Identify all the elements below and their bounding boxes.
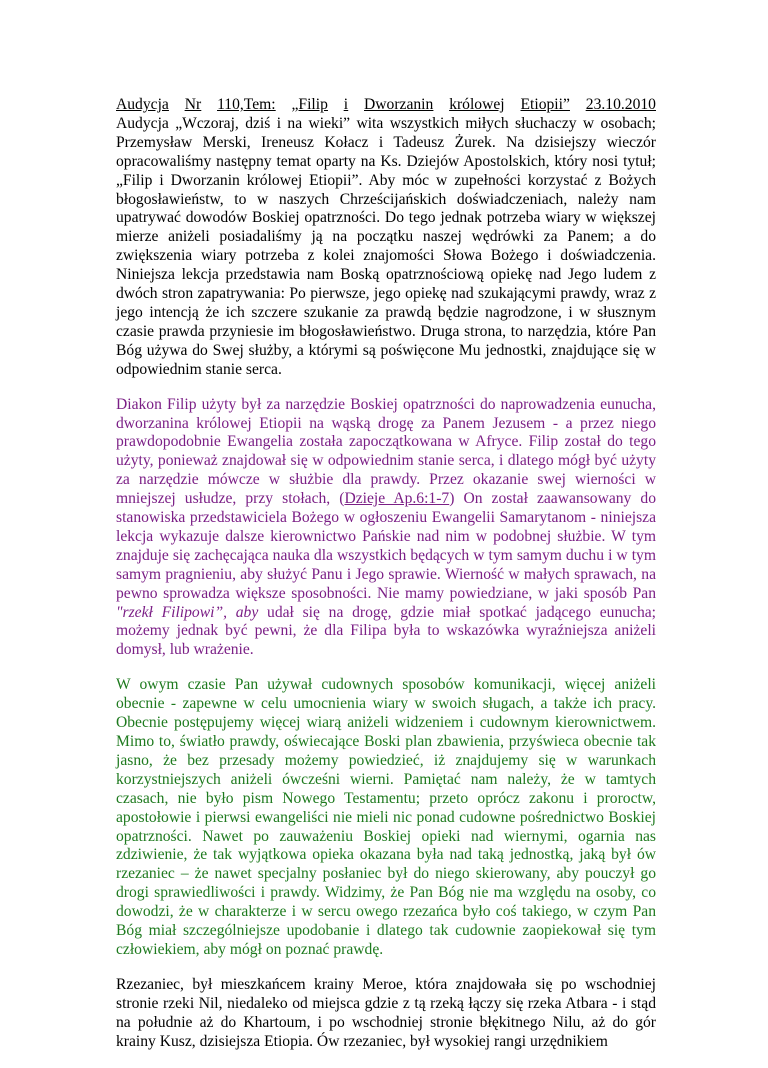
- title-word: „Filip: [291, 96, 328, 113]
- paragraph-communication: W owym czasie Pan używał cudownych sposobów komunikacji, więcej aniżeli obecnie - zapewne w celu umocnienia wiary w swoich sługach, a także ich pracy. Obecnie postępujemy więcej wiarą aniżeli widzeniem i cudownym kierownictwem. Mimo to, światło prawdy, oświecające Boski plan zbawienia, przyświeca obecnie tak jasno, że bez przesady możemy powiedzieć, iż znajdujemy się w warunkach korzystniejszych aniżeli ówcześni wierni. Pamiętać nam należy, że w tamtych czasach, nie było pism Nowego Testamentu; przeto oprócz zakonu i proroctw, apostołowie i pierwsi ewangeliści nie mieli nic ponad cudowne pośrednictwo Boskiej opatrzności. Nawet po zauważeniu Boskiej opieki nad wiernymi, ogarnia nas zdziwienie, że tak wyjątkowa opieka okazana była nad taką jednostką, jaką był ów rzezaniec – że nawet specjalny posłaniec był do niego skierowany, aby pouczył go drogi sprawiedliwości i prawdy. Widzimy, że Pan Bóg nie ma względu na osoby, co dowodzi, że w charakterze i w sercu owego rzezańca było coś takiego, w czym Pan Bóg miał szczególniejsze upodobanie i dlatego tak cudownie zaopiekował się tym człowiekiem, aby mógł on poznać prawdę.: [116, 676, 656, 958]
- title-word: Audycja: [116, 96, 169, 113]
- title-word: Etiopii”: [520, 96, 570, 113]
- paragraph-eunuch: Rzezaniec, był mieszkańcem krainy Meroe, która znajdowała się po wschodniej stronie rzeki Nil, niedaleko od miejsca gdzie z tą rzeką łączy się rzeka Atbara - i stąd na południe aż do Khartoum, i po wschodniej stronie błękitnego Nilu, aż do gór krainy Kusz, dzisiejsza Etiopia. Ów rzezaniec, był wysokiej rangi urzędnikiem: [116, 975, 656, 1050]
- paragraph-text: ) On został zaawansowany do stanowiska przedstawiciela Bożego w ogłoszeniu Ewangelii Samarytanom - niniejsza lekcja wykazuje dalsze kierownictwo Pańskie nad nim w podobnej służbie. W tym znajduje się zachęcająca nauka dla wszystkich będących w tym samym duchu i w tym samym pragnieniu, aby służyć Panu i Jego sprawie. Wierność w małych sprawach, na pewno sprowadza większe sposobności. Nie mamy powiedziane, w jaki sposób Pan: [116, 490, 656, 602]
- paragraph-text: Diakon Filip użyty był za narzędzie Boskiej opatrzności do naprowadzenia eunucha, dworzanina królowej Etiopii na wąską drogę za Panem Jezusem - a przez niego prawdopodobnie Ewangelia została zapoczątkowana w Afryce. Filip został do tego użyty, ponieważ znajdował się w odpowiednim stanie serca, i dlatego mógł być użyty za narzędzie mówcze w służbie dla prawdy. Przez okazanie swej wierności w mniejszej usłudze, przy stołach, (: [116, 395, 656, 508]
- title-word: Nr: [184, 96, 202, 113]
- title-word: i: [343, 96, 349, 113]
- title-date: 23.10.2010: [585, 96, 656, 113]
- title-word: 110,Tem:: [217, 96, 276, 113]
- title-word: Dworzanin: [364, 96, 434, 113]
- title-word: królowej: [449, 96, 505, 113]
- paragraph-text: udał się na drogę, gdzie miał spotkać jadącego eunucha; możemy jednak być pewni, że dla Filipa była to wskazówka wyraźniejsza aniżeli domysł, lub wrażenie.: [116, 603, 657, 659]
- paragraph-intro: Audycja „Wczoraj, dziś i na wieki” wita wszystkich miłych słuchaczy w osobach; Przemysław Merski, Ireneusz Kołacz i Tadeusz Żurek. Na dzisiejszy wieczór opracowaliśmy następny temat oparty na Ks. Dziejów Apostolskich, który nosi tytuł; „Filip i Dworzanin królowej Etiopii”. Aby móc w zupełności korzystać z Bożych błogosławieństw, to w naszych Chrześcijańskich doświadczeniach, należy nam upatrywać dowodów Boskiej opatrzności. Do tego jednak potrzeba wiary w większej mierze aniżeli posiadaliśmy ją na początku naszej wędrówki za Panem; a do zwiększenia wiary potrzeba z kolei znajomości Słowa Bożego i doświadczenia. Niniejsza lekcja przedstawia nam Boską opatrznościową opiekę nad Jego ludem z dwóch stron zapatrywania: Po pierwsze, jego opiekę nad szukającymi prawdy, wraz z jego intencją że ich szczere szukanie za prawdą będzie nagrodzone, i w słusznym czasie prawda przyniesie im błogosławieństwo. Druga strona, to narzędzia, które Pan Bóg używa do Swej służby, a którymi są poświęcone Mu jednostki, znajdujące się w odpowiednim stanie serca.: [116, 114, 656, 378]
- document-title: [116, 96, 656, 115]
- document-page: [116, 96, 656, 1068]
- scripture-reference-link[interactable]: Dzieje Ap.6:1-7: [344, 490, 450, 508]
- paragraph-deacon-philip: [116, 396, 656, 661]
- italic-quote: "rzekł Filipowi”, aby: [116, 603, 259, 621]
